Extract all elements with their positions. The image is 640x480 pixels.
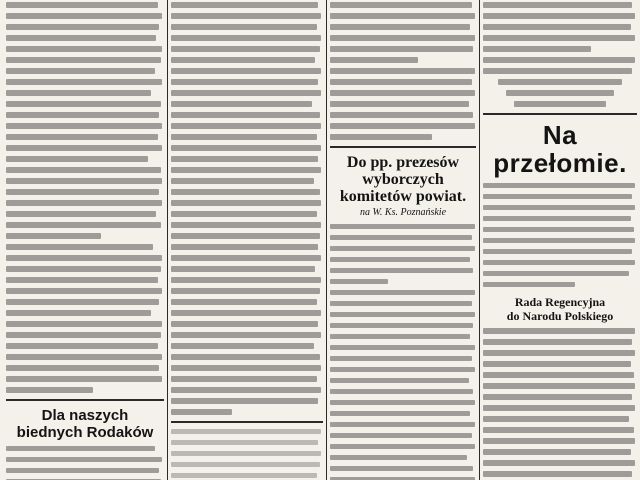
column-rule-3	[479, 0, 480, 480]
column-2-body-bottom	[171, 429, 323, 480]
column-1-separator	[6, 399, 164, 401]
column-2-body-top	[171, 2, 323, 415]
rada-title-line2: do Narodu Polskiego	[506, 309, 614, 323]
column-4	[483, 0, 637, 480]
rada-title-line1: Rada Regencyjna	[514, 295, 606, 309]
prezesow-title: Do pp. prezesów wyborczych komitetów powiat.	[339, 153, 467, 205]
prezesow-headline	[330, 154, 476, 219]
dla-naszych-title-line1: Dla naszych	[41, 406, 129, 424]
column-rule-2	[326, 0, 327, 480]
column-4-body-top	[483, 2, 637, 107]
przelomie-title: Na przełomie.	[493, 119, 627, 178]
dla-naszych-body	[6, 446, 164, 480]
przelomie-body	[483, 183, 637, 288]
column-1-body-top	[6, 2, 164, 393]
prezesow-body	[330, 224, 476, 480]
column-2	[171, 0, 323, 480]
rada-body	[483, 328, 637, 480]
prezesow-subtitle: na W. Ks. Poznańskie	[359, 206, 447, 218]
column-1	[6, 0, 164, 480]
przelomie-headline	[483, 121, 637, 177]
column-rule-1	[167, 0, 168, 480]
column-3-body-top	[330, 2, 476, 140]
column-4-separator	[483, 113, 637, 115]
dla-naszych-title-line2: biednych Rodaków	[16, 423, 154, 441]
column-3-separator	[330, 146, 476, 148]
dla-naszych-headline	[6, 407, 164, 441]
column-2-separator	[171, 421, 323, 423]
column-3	[330, 0, 476, 480]
rada-headline	[483, 295, 637, 323]
